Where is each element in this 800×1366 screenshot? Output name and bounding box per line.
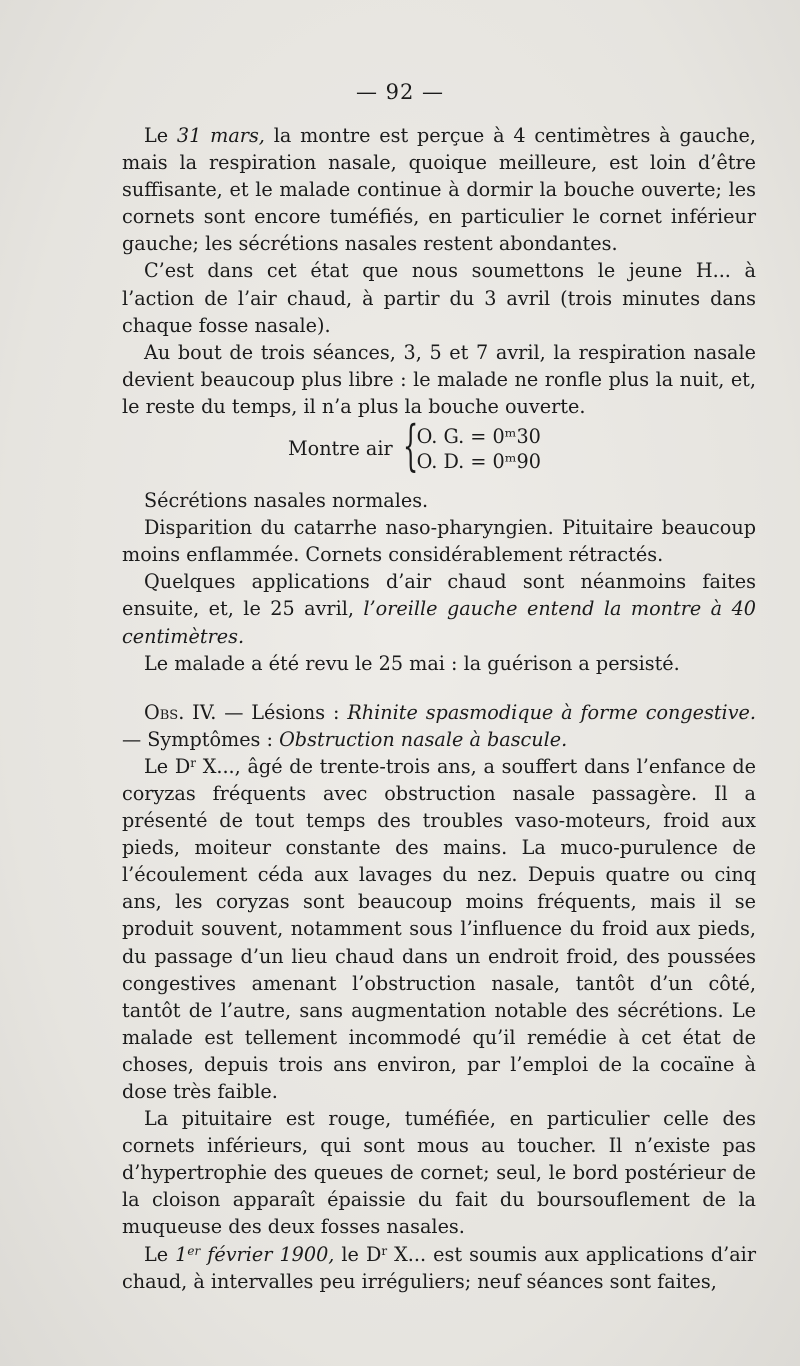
- text-run: Quelques applications d’air chaud sont néanmoins faites ensuite, et, le 25 avril,: [122, 570, 756, 621]
- observation-heading: [122, 699, 756, 753]
- text-run: X... est soumis aux applications d’air chaud, à intervalles peu irréguliers; neuf séances sont faites,: [122, 1242, 756, 1293]
- brace-symbol: {: [402, 414, 418, 478]
- paragraph: [122, 1241, 756, 1295]
- formula-values: [417, 424, 541, 474]
- section-gap: [122, 677, 756, 699]
- date-italic: [175, 1243, 334, 1266]
- text-run: février 1900,: [200, 1242, 335, 1266]
- paragraph: [122, 568, 756, 649]
- superscript: er: [187, 1243, 201, 1258]
- paragraph: Le malade a été revu le 25 mai : la guérison a persisté.: [144, 651, 680, 675]
- paragraph: [122, 753, 756, 1105]
- symptom-italic: Obstruction nasale à bascule.: [279, 727, 568, 751]
- superscript: r: [381, 1243, 388, 1258]
- text-run: la montre est perçue à 4 centimètres à gauche, mais la respiration nasale, quoique meilleure, est loin d’être suffisante, et le malade continue à dormir la bouche ouverte; les cornets sont encore tuméfiés, en particulier le cornet inférieur gauche; les sécrétions nasales restent abondantes.: [122, 124, 756, 256]
- observation-label: Obs. IV.: [144, 700, 217, 724]
- italic-run: l’oreille gauche entend la montre à 40 centimètres.: [122, 597, 756, 648]
- text-run: — Symptômes :: [122, 727, 280, 751]
- page-number: — 92 —: [355, 80, 445, 104]
- paragraph: Disparition du catarrhe naso-pharyngien. Pituitaire beaucoup moins enflammée. Cornets considérablement rétractés.: [122, 516, 756, 567]
- paragraph: Au bout de trois séances, 3, 5 et 7 avril, la respiration nasale devient beaucoup plus libre : le malade ne ronfle plus la nuit, et, le reste du temps, il n’a plus la bouche ouverte.: [122, 340, 756, 418]
- paragraph: La pituitaire est rouge, tuméfiée, en particulier celle des cornets inférieurs, qui sont mous au toucher. Il n’existe pas d’hypertrophie des queues de cornet; seul, le bord postérieur de la cloison apparaît épaissie du fait du boursouflement de la muqueuse des deux fosses nasales.: [122, 1107, 756, 1239]
- superscript: r: [190, 755, 196, 770]
- measurement-formula: [288, 414, 756, 478]
- date-italic: 31 mars,: [176, 124, 265, 147]
- text-run: 1: [175, 1242, 188, 1266]
- text-run: X..., âgé de trente-trois ans, a souffert dans l’enfance de coryzas fréquents avec obstruction nasale passagère. Il a présenté de tout temps des troubles vaso-moteurs, froid aux pieds, moiteur constante des mains. La muco-purulence de l’écoulement céda aux lavages du nez. Depuis quatre ou cinq ans, les coryzas sont beaucoup moins fréquents, mais il se produit souvent, notamment sous l’influence du froid aux pieds, du passage d’un lieu chaud dans un endroit froid, des poussées congestives amenant l’obstruction nasale, tantôt d’un côté, tantôt de l’autre, sans augmentation notable des sécrétions. Le malade est tellement incommodé qu’il remédie à cet état de choses, depuis trois ans environ, par l’emploi de la cocaïne à dose très faible.: [122, 754, 756, 1103]
- text-run: Le: [144, 1242, 176, 1266]
- text-run: Le D: [144, 754, 191, 778]
- formula-line-right-ear: O. D. = 0ᵐ90: [416, 450, 541, 474]
- formula-line-left-ear: O. G. = 0ᵐ30: [416, 425, 541, 449]
- body-text: [122, 122, 756, 1295]
- formula-label: Montre air: [288, 437, 393, 461]
- paragraph: [122, 122, 756, 257]
- text-run: — Lésions :: [216, 700, 348, 724]
- text-run: le D: [334, 1242, 382, 1266]
- lesion-italic: Rhinite spasmodique à forme congestive.: [347, 700, 756, 724]
- paragraph: Sécrétions nasales normales.: [144, 489, 429, 513]
- paragraph: C’est dans cet état que nous soumettons le jeune H... à l’action de l’air chaud, à partir du 3 avril (trois minutes dans chaque fosse nasale).: [122, 259, 756, 337]
- text-run: Le: [144, 124, 177, 147]
